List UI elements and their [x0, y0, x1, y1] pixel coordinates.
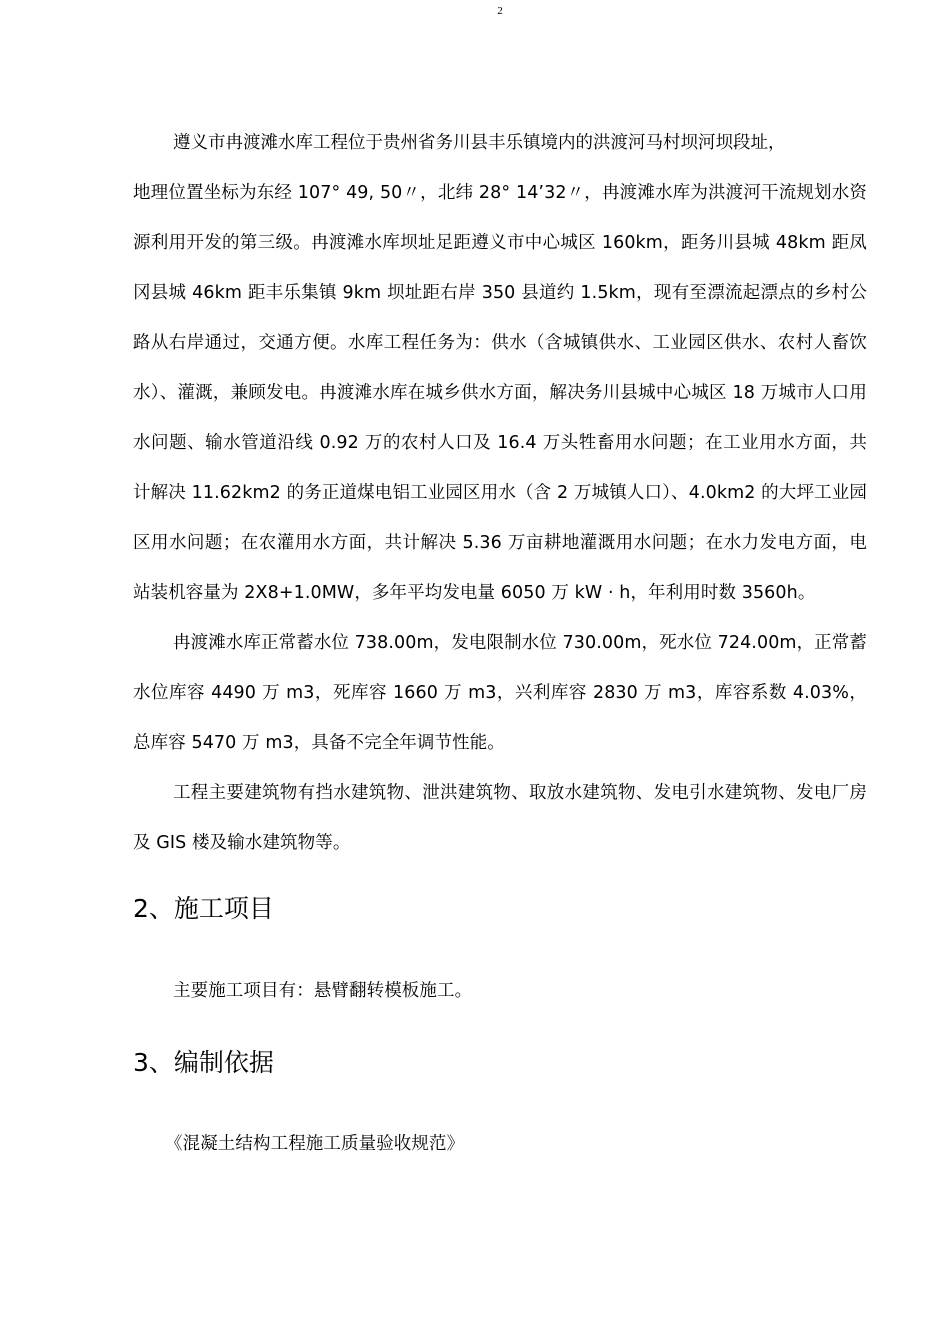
section-heading-construction-items: 2、施工项目: [133, 894, 274, 923]
paragraph-location-line1: 遵义市冉渡滩水库工程位于贵州省务川县丰乐镇境内的洪渡河马村坝河坝段址，: [173, 133, 786, 153]
paragraph-reservoir-levels: 冉渡滩水库正常蓄水位 738.00m，发电限制水位 730.00m，死水位 724.00m，正常蓄水位库容 4490 万 m3，死库容 1660 万 m3，兴利库容 2830 万 m3，库容系数 4.03%，总库容 5470 万 m3，具备不完全年调节性能。: [133, 633, 867, 753]
page-number: 2: [497, 5, 503, 17]
paragraph-main-structures: 工程主要建筑物有挡水建筑物、泄洪建筑物、取放水建筑物、发电引水建筑物、发电厂房及 GIS 楼及输水建筑物等。: [133, 783, 867, 853]
paragraph-construction-items: 主要施工项目有：悬臂翻转模板施工。: [173, 981, 473, 1001]
paragraph-location: 地理位置坐标为东经 107° 49, 50〃，北纬 28° 14’32〃，冉渡滩水库为洪渡河干流规划水资源利用开发的第三级。冉渡滩水库坝址足距遵义市中心城区 160km，距务川县城 48km 距凤冈县城 46km 距丰乐集镇 9km 坝址距右岸 350 县道约 1.5km，现有至漂流起漂点的乡村公路从右岸通过，交通方便。水库工程任务为：供水（含城镇供水、工业园区供水、农村人畜饮水）、灌溉，兼顾发电。冉渡滩水库在城乡供水方面，解决务川县城中心城区 18 万城市人口用水问题、输水管道沿线 0.92 万的农村人口及 16.4 万头牲畜用水问题；在工业用水方面，共计解决 11.62km2 的务正道煤电铝工业园区用水（含 2 万城镇人口）、4.0km2 的大坪工业园区用水问题；在农灌用水方面，共计解决 5.36 万亩耕地灌溉用水问题；在水力发电方面，电站装机容量为 2X8+1.0MW，多年平均发电量 6050 万 kW · h，年利用时数 3560h。: [133, 183, 867, 603]
document-body: [133, 118, 867, 1169]
reference-standard: 《混凝土结构工程施工质量验收规范》: [165, 1134, 465, 1154]
section-heading-compilation-basis: 3、编制依据: [133, 1048, 274, 1077]
